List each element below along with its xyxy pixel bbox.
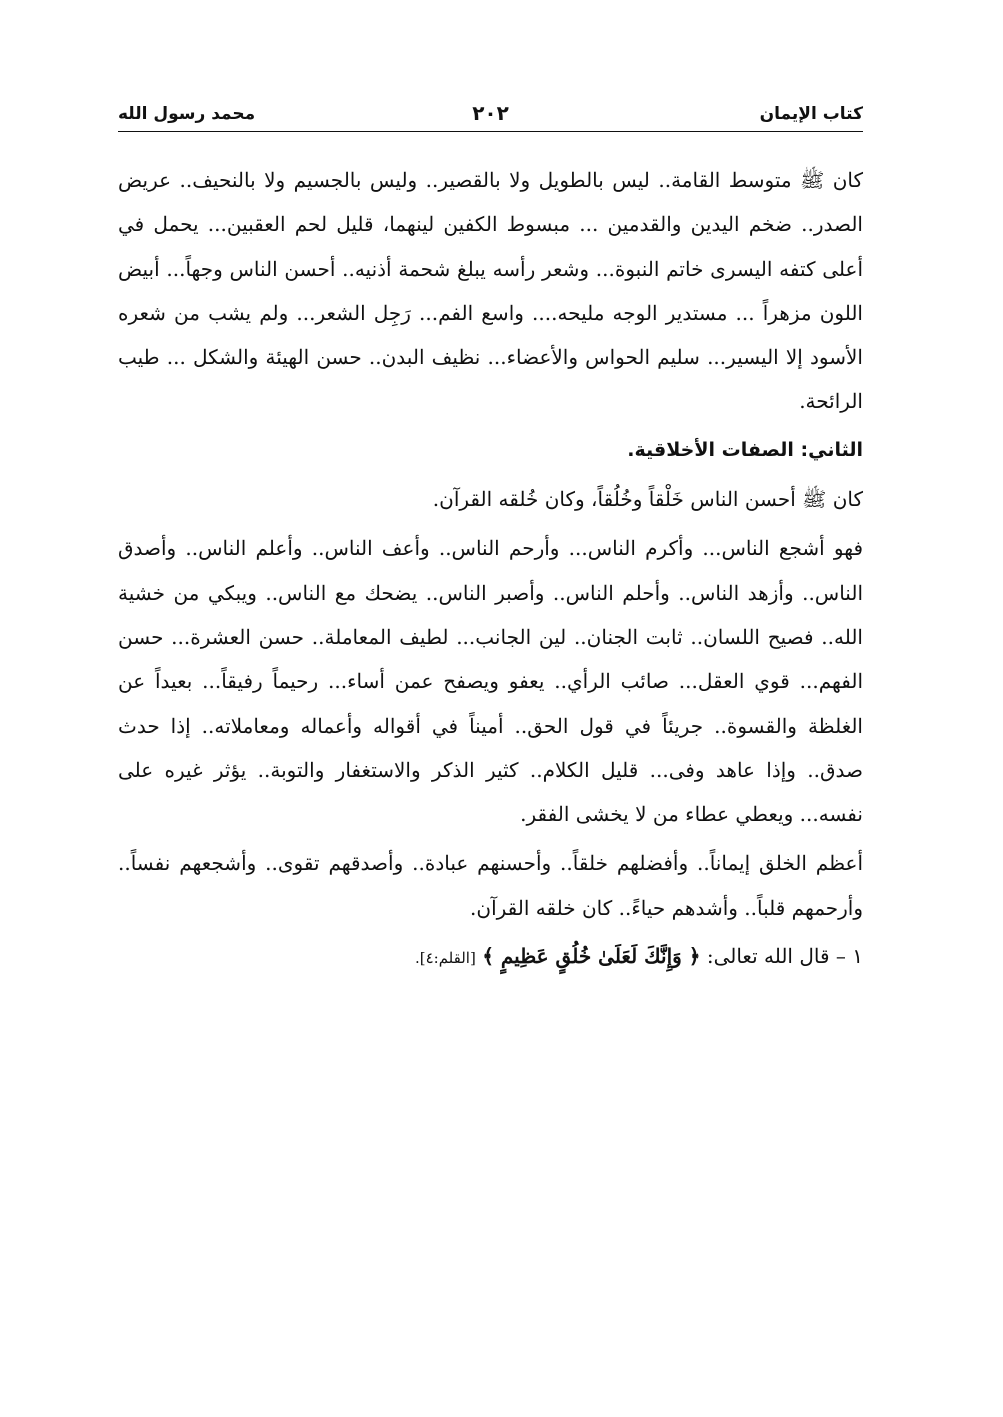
paragraph-summary: أعظم الخلق إيماناً.. وأفضلهم خلقاً.. وأحسنهم عبادة.. وأصدقهم تقوى.. وأشجعهم نفساً.. وأرحمهم قلباً.. وأشدهم حياءً.. كان خلقه القرآن. bbox=[118, 851, 863, 920]
paragraph-physical-traits: كان ﷺ متوسط القامة.. ليس بالطويل ولا بالقصير.. وليس بالجسيم ولا بالنحيف.. عريض الصدر.. ضخم اليدين والقدمين ... مبسوط الكفين لينهما، قليل لحم العقبين... يحمل في أعلى كتفه اليسرى خاتم النبوة... وشعر رأسه يبلغ شحمة أذنيه.. أحسن الناس وجهاً... أبيض اللون مزهراً ... مستدير الوجه مليحه.... واسع الفم... رَجِل الشعر... ولم يشب من شعره الأسود إلا اليسير... سليم الحواس والأعضاء... نظيف البدن.. حسن الهيئة والشكل ... طيب الرائحة. bbox=[118, 168, 863, 414]
chapter-title: محمد رسول الله bbox=[118, 104, 256, 124]
header-divider bbox=[118, 131, 863, 132]
verse-text: ﴿ وَإِنَّكَ لَعَلَىٰ خُلُقٍ عَظِيمٍ ﴾ bbox=[482, 944, 701, 969]
book-title: كتاب الإيمان bbox=[759, 104, 863, 124]
quran-verse-line bbox=[118, 934, 863, 980]
page-header bbox=[118, 101, 863, 134]
verse-reference: [القلم:٤]. bbox=[414, 949, 476, 968]
page-body bbox=[118, 158, 863, 980]
verse-prefix: ١ – قال الله تعالى: bbox=[706, 944, 863, 969]
page-number: ٢٠٢ bbox=[472, 101, 509, 125]
section-heading: الثاني: الصفات الأخلاقية. bbox=[627, 438, 863, 461]
paragraph-moral-traits: فهو أشجع الناس... وأكرم الناس... وأرحم الناس.. وأعف الناس.. وأعلم الناس.. وأصدق الناس.. وأزهد الناس.. وأحلم الناس.. وأصبر الناس.. يضحك مع الناس.. ويبكي من خشية الله.. فصيح اللسان.. ثابت الجنان.. لين الجانب... لطيف المعاملة.. حسن العشرة... حسن الفهم... قوي العقل... صائب الرأي.. يعفو ويصفح عمن أساء... رحيماً رفيقاً... بعيداً عن الغلظة والقسوة.. جريئاً في قول الحق.. أميناً في أقواله وأعماله ومعاملاته.. إذا حدث صدق.. وإذا عاهد وفى... قليل الكلام.. كثير الذكر والاستغفار والتوبة.. يؤثر غيره على نفسه... ويعطي عطاء من لا يخشى الفقر. bbox=[118, 536, 863, 827]
paragraph-character-intro: كان ﷺ أحسن الناس خَلْقاً وخُلُقاً، وكان خُلقه القرآن. bbox=[432, 487, 863, 512]
